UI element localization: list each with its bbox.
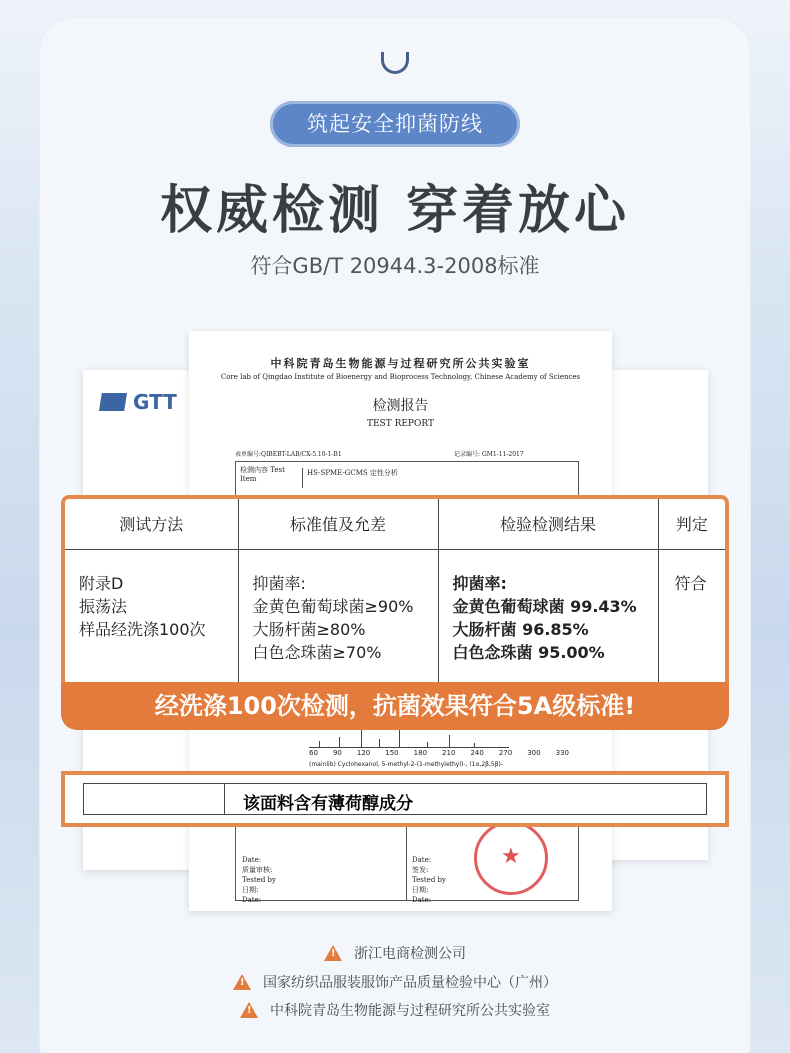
tagline-pill: 筑起安全抑菌防线 (270, 101, 520, 147)
page-headline: 权威检测 穿着放心 (159, 181, 631, 241)
form-number: 表单编号:QIBEBT-LAB/CX-5.10-1-B1 (235, 451, 342, 458)
axis-tick: 150 (385, 749, 399, 757)
result-cell: 抑菌率: 金黄色葡萄球菌 99.43% 大肠杆菌 96.85% 白色念珠菌 95.00% (438, 549, 658, 682)
report-title: 检测报告 (372, 398, 429, 414)
test-item-table (235, 461, 579, 496)
source-item: !浙江电商检测公司 (0, 943, 790, 963)
warning-icon (324, 945, 342, 961)
test-item-label: 检测内容 Test Item (240, 466, 285, 483)
header-standard: 标准值及允差 (238, 499, 438, 549)
standard-cell: 抑菌率: 金黄色葡萄球菌≥90% 大肠杆菌≥80% 白色念珠菌≥70% (238, 549, 438, 682)
official-stamp (474, 821, 548, 895)
axis-tick: 270 (498, 749, 513, 757)
report-subtitle: TEST REPORT (366, 419, 434, 429)
signature-left: Date: 质量审核: Tested by 日期: Date: (242, 856, 276, 904)
menthol-note-box (61, 771, 729, 827)
results-table (61, 495, 729, 682)
method-cell: 附录D 振荡法 样品经洗涤100次 (65, 549, 238, 682)
source-item: !中科院青岛生物能源与过程研究所公共实验室 (0, 1000, 790, 1020)
menthol-note: 该面料含有薄荷醇成分 (243, 794, 413, 814)
axis-tick: 60 (309, 749, 318, 757)
warning-icon (240, 1002, 258, 1018)
lab-subtitle: Core lab of Qingdao Institute of Bioenergy and Bioprocess Technology, Chinese Academy of Sciences (220, 373, 581, 381)
source-item: !国家纺织品服装服饰产品质量检验中心（广州） (0, 972, 790, 992)
signature-right: Date: 签发: Tested by 日期: Date: (412, 856, 446, 904)
test-item-value: HS-SPME-GCMS 定性分析 (302, 468, 398, 488)
header-method: 测试方法 (65, 499, 238, 549)
axis-tick: 300 (527, 749, 541, 757)
axis-tick: 90 (332, 749, 342, 757)
table-row (65, 549, 725, 682)
axis-tick: 330 (555, 749, 569, 757)
gtt-logo (99, 390, 177, 414)
spectrum-axis (309, 749, 569, 757)
verdict-cell: 符合 (674, 573, 707, 593)
warning-icon (233, 974, 251, 990)
spectrum-caption: (mainlib) Cyclohexanol, 5-methyl-2-(1-methylethyl)-, (1α,2β,5β)- (309, 761, 504, 768)
header-result: 检验检测结果 (438, 499, 658, 549)
axis-tick: 180 (413, 749, 428, 757)
table-header-row (65, 499, 725, 549)
gtt-logo-text: GTT (133, 390, 177, 414)
header-verdict: 判定 (658, 499, 725, 549)
standard-text: 符合GB/T 20944.3-2008标准 (250, 254, 540, 278)
axis-tick: 240 (470, 749, 484, 757)
axis-tick: 210 (442, 749, 456, 757)
lab-title: 中科院青岛生物能源与过程研究所公共实验室 (270, 357, 531, 370)
axis-tick: 120 (356, 749, 371, 757)
result-banner: 经洗涤100次检测，抗菌效果符合5A级标准! (61, 682, 729, 730)
gtt-logo-icon (99, 393, 127, 411)
record-number: 记录编号: GM1-11-2017 (454, 451, 524, 458)
